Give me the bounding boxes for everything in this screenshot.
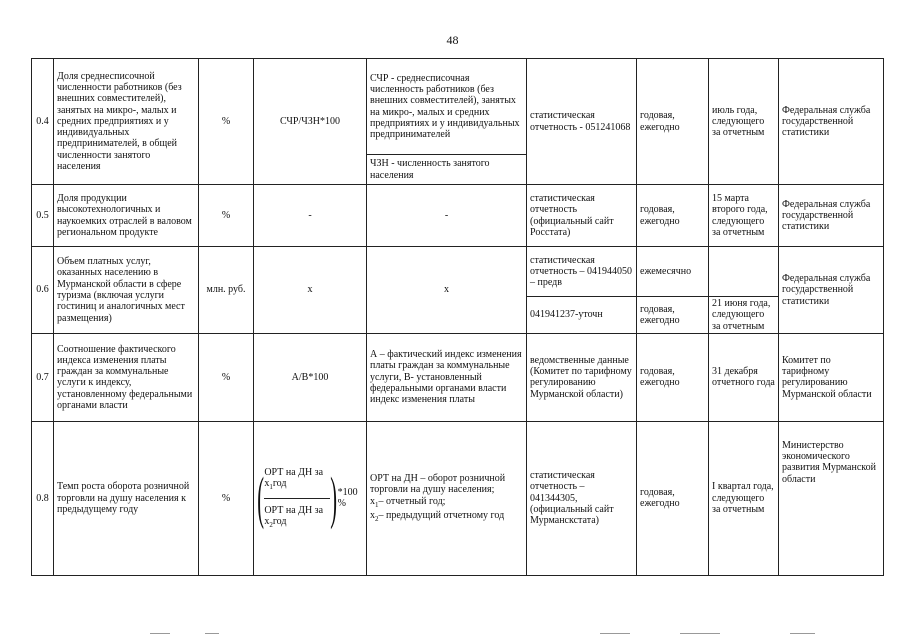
scan-artifacts <box>0 626 905 640</box>
indicator-name: Соотношение фактического индекса изменения платы граждан за коммунальные услуги к индексу, установленному федеральными органами власти <box>54 333 199 421</box>
periodicity: ежемесячно <box>637 247 709 297</box>
deadline: 31 декабря отчетного года <box>709 333 779 421</box>
table-row <box>32 59 884 155</box>
deadline: 15 марта второго года, следующего за отчетным <box>709 185 779 247</box>
deadline: I квартал года, следующего за отчетным <box>709 421 779 575</box>
variable-description: x <box>367 247 527 334</box>
indicator-name: Доля продукции высокотехнологичных и наукоемких отраслей в валовом региональном продукте <box>54 185 199 247</box>
formula-multiplier: *100 % <box>337 487 358 510</box>
data-source: статистическая отчетность – 041344305, (официальный сайт Мурманскстата) <box>527 421 637 575</box>
unit: млн. руб. <box>199 247 254 334</box>
formula <box>254 421 367 575</box>
left-paren: ( <box>257 465 265 531</box>
row-number: 0.4 <box>32 59 54 185</box>
data-source: статистическая отчетность - 051241068 <box>527 59 637 185</box>
periodicity: годовая, ежегодно <box>637 185 709 247</box>
indicators-table <box>31 58 884 576</box>
periodicity: годовая, ежегодно <box>637 333 709 421</box>
data-source: 041941237-уточн <box>527 297 637 334</box>
row-number: 0.6 <box>32 247 54 334</box>
page-number: 48 <box>446 33 459 47</box>
deadline: июль года, следующего за отчетным <box>709 59 779 185</box>
periodicity: годовая, ежегодно <box>637 297 709 334</box>
unit: % <box>199 333 254 421</box>
formula: - <box>254 185 367 247</box>
responsible-org: Федеральная служба государственной статистики <box>779 185 884 247</box>
indicator-name: Темп роста оборота розничной торговли на душу населения к предыдущему году <box>54 421 199 575</box>
responsible-org: Федеральная служба государственной статистики <box>779 247 884 334</box>
formula-denominator: ОРТ на ДН за $х_2год$ <box>264 504 324 530</box>
variable-description: - <box>367 185 527 247</box>
variable-description: А – фактический индекс изменения платы граждан за коммунальные услуги, В- установленный федеральными органами власти индекс изменения платы <box>367 333 527 421</box>
table-row <box>32 247 884 297</box>
indicator-name: Объем платных услуг, оказанных населению в Мурманской области в сфере туризма (включая услуги гостиниц и аналогичных мест размещения) <box>54 247 199 334</box>
table-row <box>32 333 884 421</box>
unit: % <box>199 421 254 575</box>
formula: А/В*100 <box>254 333 367 421</box>
deadline <box>709 247 779 297</box>
unit: % <box>199 59 254 185</box>
responsible-org: Комитет по тарифному регулированию Мурманской области <box>779 333 884 421</box>
formula: x <box>254 247 367 334</box>
table-row <box>32 421 884 575</box>
periodicity: годовая, ежегодно <box>637 421 709 575</box>
variable-description: ЧЗН - численность занятого населения <box>367 155 527 185</box>
indicator-name: Доля среднесписочной численности работников (без внешних совместителей), занятых на микро-, малых и средних предприятиях и у индивидуальных предпринимателей, в общей численности занятого населения <box>54 59 199 185</box>
right-paren: ) <box>330 465 338 531</box>
responsible-org: Министерство экономического развития Мурманской области <box>779 421 884 575</box>
data-source: ведомственные данные (Комитет по тарифному регулированию Мурманской области) <box>527 333 637 421</box>
deadline: 21 июня года, следующего за отчетным <box>709 297 779 334</box>
periodicity: годовая, ежегодно <box>637 59 709 185</box>
variable-description: ОРТ на ДН – оборот розничной торговли на душу населения; $х_1-$ отчетный год; $х_2-$ предыдущий отчетному год <box>367 421 527 575</box>
responsible-org: Федеральная служба государственной статистики <box>779 59 884 185</box>
table-row <box>32 185 884 247</box>
row-number: 0.7 <box>32 333 54 421</box>
formula-fraction <box>257 467 363 530</box>
formula: СЧР/ЧЗН*100 <box>254 59 367 185</box>
unit: % <box>199 185 254 247</box>
row-number: 0.8 <box>32 421 54 575</box>
formula-numerator: ОРТ на ДН за $х_1год$ <box>264 467 330 499</box>
data-source: статистическая отчетность (официальный сайт Росстата) <box>527 185 637 247</box>
variable-description: СЧР - среднесписочная численность работников (без внешних совместителей), занятых на микро-, малых и средних предприятиях и у индивидуальных предпринимателей <box>367 59 527 155</box>
data-source: статистическая отчетность – 041944050 – предв <box>527 247 637 297</box>
row-number: 0.5 <box>32 185 54 247</box>
